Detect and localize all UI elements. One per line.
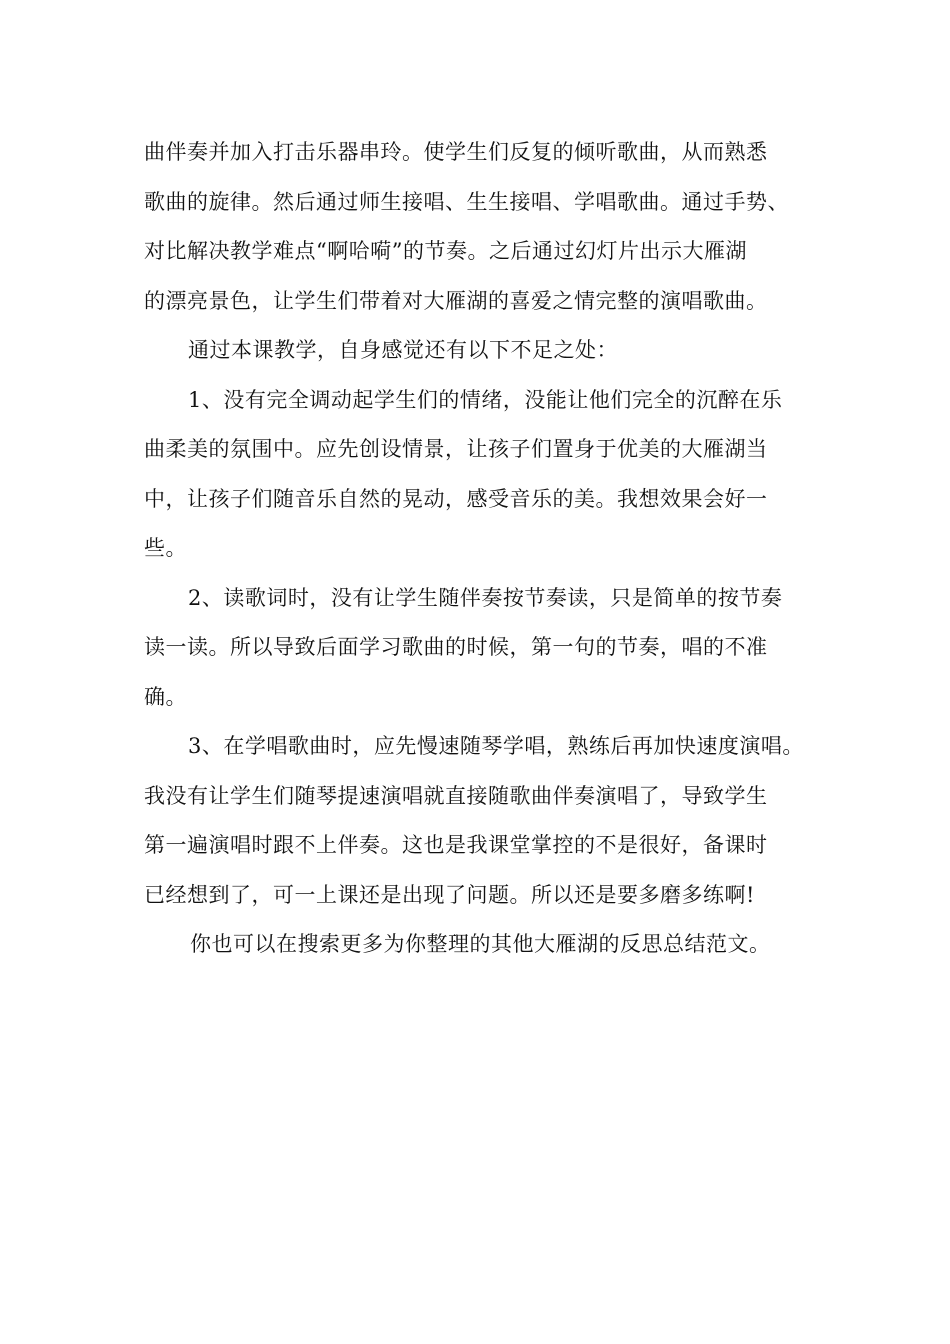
paragraph-line: 1、没有完全调动起学生们的情绪，没能让他们完全的沉醉在乐 (188, 387, 783, 412)
paragraph-line: 第一遍演唱时跟不上伴奏。这也是我课堂掌控的不是很好，备课时 (144, 833, 768, 857)
paragraph-line: 的漂亮景色，让学生们带着对大雁湖的喜爱之情完整的演唱歌曲。 (144, 288, 768, 313)
paragraph-line: 我没有让学生们随琴提速演唱就直接随歌曲伴奏演唱了，导致学生 (144, 783, 768, 808)
paragraph-line: 3、在学唱歌曲时，应先慢速随琴学唱，熟练后再加快速度演唱。 (188, 734, 804, 758)
paragraph-3 (144, 376, 834, 574)
paragraph-line: 2、读歌词时，没有让学生随伴奏按节奏读，只是简单的按节奏 (188, 585, 783, 610)
paragraph-5 (144, 722, 834, 920)
paragraph-line: 曲伴奏并加入打击乐器串玲。使学生们反复的倾听歌曲，从而熟悉 (144, 140, 768, 164)
paragraph-line: 读一读。所以导致后面学习歌曲的时候，第一句的节奏，唱的不准 (144, 635, 768, 659)
paragraph-1 (144, 128, 834, 326)
paragraph-line: 确。 (144, 684, 187, 709)
paragraph-line: 曲柔美的氛围中。应先创设情景，让孩子们置身于优美的大雁湖当 (144, 437, 768, 461)
paragraph-line: 些。 (144, 536, 187, 560)
paragraph-line: 对比解决教学难点“啊哈嗬”的节奏。之后通过幻灯片出示大雁湖 (144, 239, 747, 263)
paragraph-2 (144, 326, 834, 376)
paragraph-line: 歌曲的旋律。然后通过师生接唱、生生接唱、学唱歌曲。通过手势、 (144, 189, 789, 214)
paragraph-6 (144, 920, 834, 970)
paragraph-4 (144, 574, 834, 723)
document-body (144, 128, 834, 970)
paragraph-line: 通过本课教学，自身感觉还有以下不足之处： (188, 338, 618, 362)
paragraph-line: 你也可以在搜索更多为你整理的其他大雁湖的反思总结范文。 (190, 932, 771, 956)
paragraph-line: 已经想到了，可一上课还是出现了问题。所以还是要多磨多练啊! (144, 882, 755, 907)
paragraph-line: 中，让孩子们随音乐自然的晃动，感受音乐的美。我想效果会好一 (144, 486, 768, 511)
